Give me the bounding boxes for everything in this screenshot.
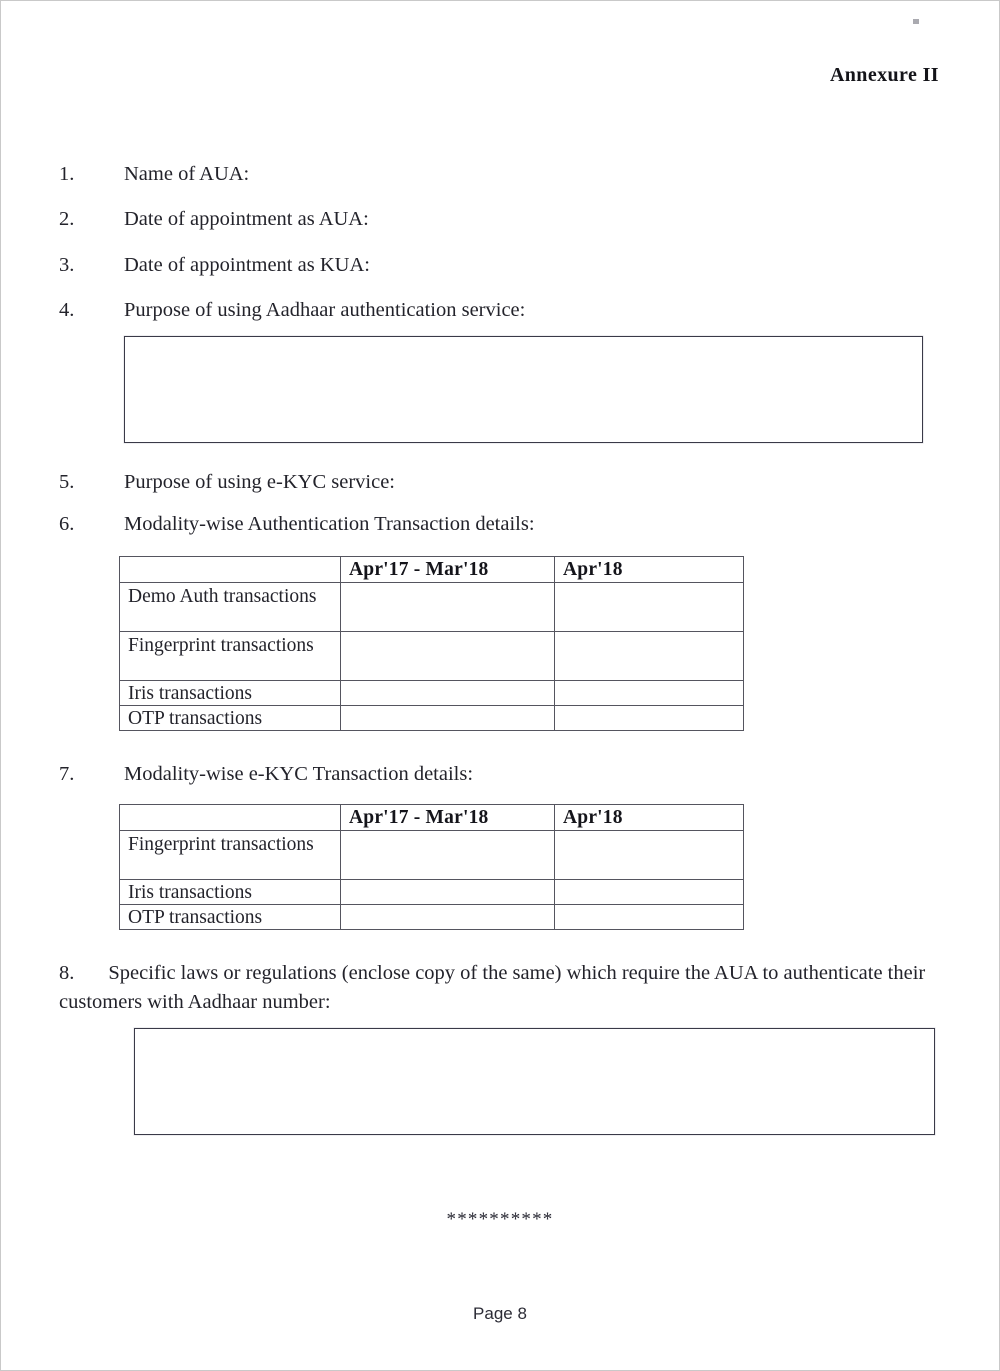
- ekyc-cell-iris-period-1[interactable]: [341, 880, 555, 905]
- item-2-date-appointment-aua: [59, 206, 944, 232]
- auth-header-period-2: Apr'18: [555, 557, 744, 583]
- ekyc-header-blank: [120, 805, 341, 831]
- item-5-number: 5.: [59, 471, 75, 493]
- item-5-purpose-ekyc: [59, 469, 944, 495]
- item-8-label: Specific laws or regulations (enclose copy of the same) which require the AUA to authenticate their customers with Aadhaar number:: [59, 962, 926, 1014]
- ekyc-cell-fingerprint-period-1[interactable]: [341, 831, 555, 880]
- table-row: [120, 583, 744, 632]
- table-header-row: [120, 805, 744, 831]
- item-1-number: 1.: [59, 163, 75, 185]
- section-end-separator: **********: [446, 1209, 554, 1230]
- auth-cell-iris-period-2[interactable]: [555, 681, 744, 706]
- auth-row-label-otp: OTP transactions: [120, 706, 341, 731]
- item-8-specific-laws: [59, 959, 939, 1017]
- annexure-title: Annexure II: [829, 64, 939, 86]
- auth-cell-otp-period-2[interactable]: [555, 706, 744, 731]
- auth-cell-fingerprint-period-1[interactable]: [341, 632, 555, 681]
- ekyc-cell-fingerprint-period-2[interactable]: [555, 831, 744, 880]
- auth-row-label-fingerprint: Fingerprint transactions: [120, 632, 341, 681]
- table-row: [120, 632, 744, 681]
- ekyc-cell-otp-period-1[interactable]: [341, 905, 555, 930]
- table-row: [120, 681, 744, 706]
- ekyc-header-period-2: Apr'18: [555, 805, 744, 831]
- item-3-number: 3.: [59, 254, 75, 276]
- ekyc-transactions-table: [119, 804, 744, 930]
- item-7-ekyc-transaction-details: [59, 761, 944, 787]
- auth-cell-iris-period-1[interactable]: [341, 681, 555, 706]
- auth-cell-demo-auth-period-1[interactable]: [341, 583, 555, 632]
- auth-cell-demo-auth-period-2[interactable]: [555, 583, 744, 632]
- table-row: [120, 706, 744, 731]
- item-2-number: 2.: [59, 208, 75, 230]
- item-5-label: Purpose of using e-KYC service:: [124, 471, 396, 493]
- item-1-name-of-aua: [59, 161, 944, 187]
- laws-regulations-answer-box[interactable]: [134, 1028, 935, 1135]
- item-3-label: Date of appointment as KUA:: [124, 254, 370, 276]
- scan-artifact-speck: [913, 19, 919, 24]
- item-4-label: Purpose of using Aadhaar authentication service:: [124, 299, 526, 321]
- ekyc-row-label-otp: OTP transactions: [120, 905, 341, 930]
- item-4-purpose-aadhaar-auth: [59, 297, 944, 323]
- item-2-label: Date of appointment as AUA:: [124, 208, 369, 230]
- item-7-number: 7.: [59, 763, 75, 785]
- item-7-label: Modality-wise e-KYC Transaction details:: [124, 763, 474, 785]
- page-number-footer: Page 8: [473, 1304, 527, 1323]
- item-4-number: 4.: [59, 299, 75, 321]
- table-row: [120, 880, 744, 905]
- ekyc-header-period-1: Apr'17 - Mar'18: [341, 805, 555, 831]
- ekyc-row-label-fingerprint: Fingerprint transactions: [120, 831, 341, 880]
- item-3-date-appointment-kua: [59, 252, 944, 278]
- table-row: [120, 831, 744, 880]
- auth-header-period-1: Apr'17 - Mar'18: [341, 557, 555, 583]
- auth-row-label-demo-auth: Demo Auth transactions: [120, 583, 341, 632]
- auth-transactions-table: [119, 556, 744, 731]
- auth-row-label-iris: Iris transactions: [120, 681, 341, 706]
- ekyc-cell-otp-period-2[interactable]: [555, 905, 744, 930]
- item-8-number: 8.: [59, 962, 75, 984]
- table-header-row: [120, 557, 744, 583]
- ekyc-row-label-iris: Iris transactions: [120, 880, 341, 905]
- auth-cell-fingerprint-period-2[interactable]: [555, 632, 744, 681]
- item-6-auth-transaction-details: [59, 511, 944, 537]
- table-row: [120, 905, 744, 930]
- item-6-number: 6.: [59, 513, 75, 535]
- auth-cell-otp-period-1[interactable]: [341, 706, 555, 731]
- item-1-label: Name of AUA:: [124, 163, 250, 185]
- item-6-label: Modality-wise Authentication Transaction details:: [124, 513, 535, 535]
- purpose-aadhaar-answer-box[interactable]: [124, 336, 923, 443]
- auth-header-blank: [120, 557, 341, 583]
- ekyc-cell-iris-period-2[interactable]: [555, 880, 744, 905]
